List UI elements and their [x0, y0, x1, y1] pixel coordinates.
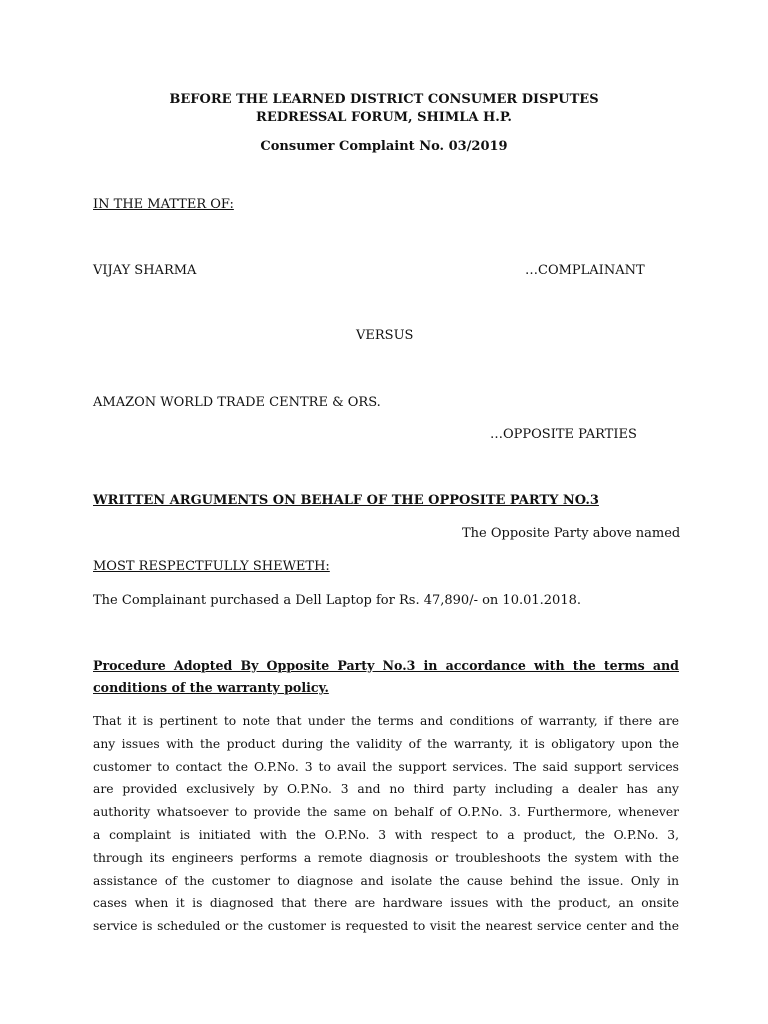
- paragraph-line: service is scheduled or the customer is requested to visit the nearest service center and the: [93, 919, 679, 934]
- paragraph-line: are provided exclusively by O.P.No. 3 and no third party including a dealer has any: [93, 782, 679, 797]
- complaint-number: Consumer Complaint No. 03/2019: [260, 139, 508, 154]
- paragraph-line: authority whatsoever to provide the same on behalf of O.P.No. 3. Furthermore, whenever: [93, 805, 679, 820]
- matter-heading: IN THE MATTER OF:: [93, 197, 234, 212]
- complainant-role: …COMPLAINANT: [525, 263, 645, 278]
- procedure-heading-line-1: Procedure Adopted By Opposite Party No.3 in accordance with the terms and: [93, 658, 679, 673]
- procedure-heading: [93, 655, 679, 699]
- paragraph-line: That it is pertinent to note that under the terms and conditions of warranty, if there are: [93, 714, 679, 728]
- paragraph-line: a complaint is initiated with the O.P.No. 3 with respect to a product, the O.P.No. 3,: [93, 827, 679, 842]
- paragraph-line: through its engineers performs a remote diagnosis or troubleshoots the system with the: [93, 850, 679, 865]
- opposite-party-name: AMAZON WORLD TRADE CENTRE & ORS.: [93, 395, 381, 410]
- warranty-paragraph: [93, 710, 679, 938]
- purchase-statement: The Complainant purchased a Dell Laptop for Rs. 47,890/- on 10.01.2018.: [93, 593, 581, 608]
- opposite-party-role: …OPPOSITE PARTIES: [490, 427, 637, 442]
- paragraph-line: customer to contact the O.P.No. 3 to avail the support services. The said support services: [93, 759, 679, 774]
- versus-label: VERSUS: [356, 328, 414, 343]
- arguments-title: WRITTEN ARGUMENTS ON BEHALF OF THE OPPOSITE PARTY NO.3: [93, 493, 599, 508]
- paragraph-line: cases when it is diagnosed that there are hardware issues with the product, an onsite: [93, 896, 679, 911]
- procedure-heading-line-2: conditions of the warranty policy.: [93, 680, 329, 695]
- opposite-party-named: The Opposite Party above named: [462, 526, 681, 541]
- court-title-line-2: REDRESSAL FORUM, SHIMLA H.P.: [256, 110, 512, 125]
- paragraph-line: assistance of the customer to diagnose and isolate the cause behind the issue. Only in: [93, 873, 679, 888]
- sheweth-heading: MOST RESPECTFULLY SHEWETH:: [93, 559, 330, 574]
- complainant-name: VIJAY SHARMA: [93, 263, 197, 278]
- paragraph-line: any issues with the product during the validity of the warranty, it is obligatory upon the: [93, 736, 679, 751]
- court-title-line-1: BEFORE THE LEARNED DISTRICT CONSUMER DISPUTES: [169, 92, 599, 107]
